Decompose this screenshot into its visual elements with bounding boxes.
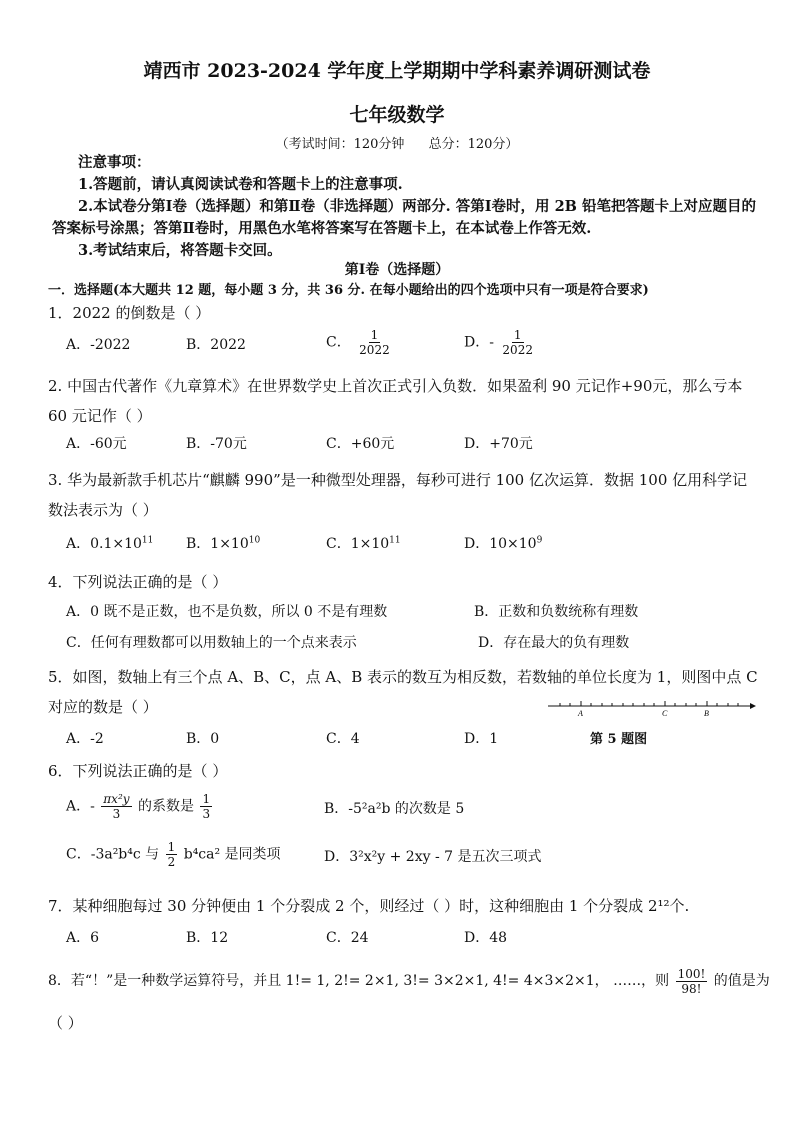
question-3: 3. 华为最新款手机芯片“麒麟 990”是一种微型处理器，每秒可进行 100 亿次运算．数据 100 亿用科学记数法表示为（ ） <box>48 471 748 519</box>
question-2: 2. 中国古代著作《九章算术》在世界数学史上首次正式引入负数．如果盈利 90 元记作+90元，那么亏本 60 元记作（ ） <box>48 377 743 425</box>
question-8-rest: 的值是为 <box>713 973 770 989</box>
numerator: 1 <box>370 328 379 342</box>
option-b: B．12 <box>186 930 229 946</box>
option-d <box>464 328 537 357</box>
option-b: B．-70元 <box>186 436 247 452</box>
question-5-options <box>66 728 536 758</box>
exam-meta <box>0 133 794 152</box>
option-d-base: D．10×10 <box>464 536 537 552</box>
note-item: 3.考试结束后，将答题卡交回。 <box>78 242 282 259</box>
option-c: C．4 <box>326 731 360 747</box>
question-8-text: 8．若“！”是一种数学运算符号，并且 1!= 1, 2!= 2×1, 3!= 3×2×1, 4!= 4×3×2×1， ……，则 <box>48 973 670 989</box>
exponent: 9 <box>536 535 543 546</box>
option-b-base: B．1×10 <box>186 536 249 552</box>
question-6: 6．下列说法正确的是（ ） <box>48 762 228 780</box>
option-d <box>464 533 542 553</box>
option-a-text: 的系数是 <box>138 798 194 815</box>
question-5: 5．如图，数轴上有三个点 A、B、C，点 A、B 表示的数互为相反数，若数轴的单位长度为 1，则图中点 C 对应的数是（ ） <box>48 668 758 716</box>
question-1-options <box>66 328 766 364</box>
notes-heading: 注意事项： <box>78 154 151 171</box>
question-7-options <box>66 927 766 957</box>
option-c <box>326 328 394 357</box>
point-a-label: A <box>578 709 583 718</box>
question-7: 7．某种细胞每过 30 分钟便由 1 个分裂成 2 个，则经过（ ）时，这种细胞由 1 个分裂成 2¹²个. <box>48 897 690 915</box>
figure-caption: 第 5 题图 <box>590 732 648 747</box>
option-d: D．1 <box>464 731 499 747</box>
option-b <box>186 533 260 553</box>
notes-block <box>52 152 762 262</box>
number-line-figure <box>546 695 756 745</box>
note-item: 1.答题前，请认真阅读试卷和答题卡上的注意事项. <box>78 176 403 193</box>
option-a: A．6 <box>66 930 100 946</box>
question-1: 1．2022 的倒数是（ ） <box>48 304 211 322</box>
option-a: A．-2022 <box>66 337 131 353</box>
option-c-text: b⁴ca² 是同类项 <box>183 846 281 863</box>
denominator: 2 <box>167 855 176 869</box>
exam-subject: 七年级数学 <box>349 104 445 126</box>
question-6-options-row2 <box>66 840 766 876</box>
option-d: D．+70元 <box>464 436 533 452</box>
option-a: A．-2 <box>66 731 104 747</box>
option-c <box>66 840 281 869</box>
option-b: B．-5²a²b 的次数是 5 <box>324 801 465 817</box>
option-d: D．48 <box>464 930 508 946</box>
numerator: πx²y <box>103 792 130 806</box>
fraction <box>166 840 178 869</box>
option-d-label: D．- <box>464 334 494 351</box>
option-d: D．存在最大的负有理数 <box>478 635 630 651</box>
option-a <box>66 792 214 821</box>
exam-time: （考试时间：120分钟 <box>275 137 405 152</box>
exam-title: 靖西市 2023-2024 学年度上学期期中学科素养调研测试卷 <box>143 60 651 82</box>
part-instructions: 一．选择题(本大题共 12 题，每小题 3 分，共 36 分. 在每小题给出的四个选项中只有一项是符合要求) <box>48 283 649 298</box>
numerator: 100! <box>677 966 706 981</box>
tick-marks <box>560 701 738 706</box>
denominator: 98! <box>681 981 702 996</box>
numerator: 1 <box>513 328 522 342</box>
question-3-options <box>66 533 766 563</box>
option-a-label: A．- <box>66 798 95 815</box>
option-c: C．任何有理数都可以用数轴上的一个点来表示 <box>66 635 357 651</box>
fraction <box>101 792 131 821</box>
option-a: A．-60元 <box>66 436 127 452</box>
note-item: 2.本试卷分第Ⅰ卷（选择题）和第Ⅱ卷（非选择题）两部分. 答第Ⅰ卷时，用 2B 铅笔把答题卡上对应题目的答案标号涂黑；答第Ⅱ卷时，用黑色水笔将答案写在答题卡上，在本试卷上作答无效. <box>52 198 756 237</box>
fraction <box>676 967 708 996</box>
numerator: 1 <box>167 840 176 854</box>
denominator: 3 <box>202 807 211 821</box>
fraction <box>357 328 392 357</box>
question-2-options <box>66 433 766 463</box>
exponent: 11 <box>389 535 401 546</box>
option-a-base: A．0.1×10 <box>66 536 142 552</box>
option-c-label: C．-3a²b⁴c 与 <box>66 846 160 863</box>
option-d: D．3²x²y + 2xy - 7 是五次三项式 <box>324 849 542 865</box>
option-c <box>326 533 401 553</box>
exponent: 10 <box>248 535 261 546</box>
question-6-options-row1 <box>66 792 766 828</box>
exam-total-score: 总分：120分） <box>428 137 519 152</box>
option-b: B．2022 <box>186 337 246 353</box>
option-b: B．0 <box>186 731 220 747</box>
option-c: C．+60元 <box>326 436 395 452</box>
option-a <box>66 533 153 553</box>
option-b: B．正数和负数统称有理数 <box>474 604 639 620</box>
denominator: 2022 <box>502 343 533 357</box>
point-b-label: B <box>704 709 709 718</box>
section-title: 第Ⅰ卷（选择题） <box>344 262 450 278</box>
answer-blank: （ ） <box>48 1014 83 1032</box>
option-c-base: C．1×10 <box>326 536 390 552</box>
fraction <box>500 328 535 357</box>
fraction <box>200 792 212 821</box>
question-4: 4．下列说法正确的是（ ） <box>48 573 228 591</box>
exponent: 11 <box>141 535 154 546</box>
option-c-label: C． <box>326 334 351 351</box>
numerator: 1 <box>202 792 211 806</box>
point-c-label: C <box>662 709 668 718</box>
question-4-options-row2 <box>66 632 766 662</box>
arrow-right-icon <box>750 703 756 709</box>
denominator: 3 <box>112 807 121 821</box>
option-a: A．0 既不是正数，也不是负数，所以 0 不是有理数 <box>66 604 388 620</box>
question-8 <box>48 966 770 996</box>
option-c: C．24 <box>326 930 369 946</box>
denominator: 2022 <box>359 343 390 357</box>
question-4-options-row1 <box>66 601 766 631</box>
